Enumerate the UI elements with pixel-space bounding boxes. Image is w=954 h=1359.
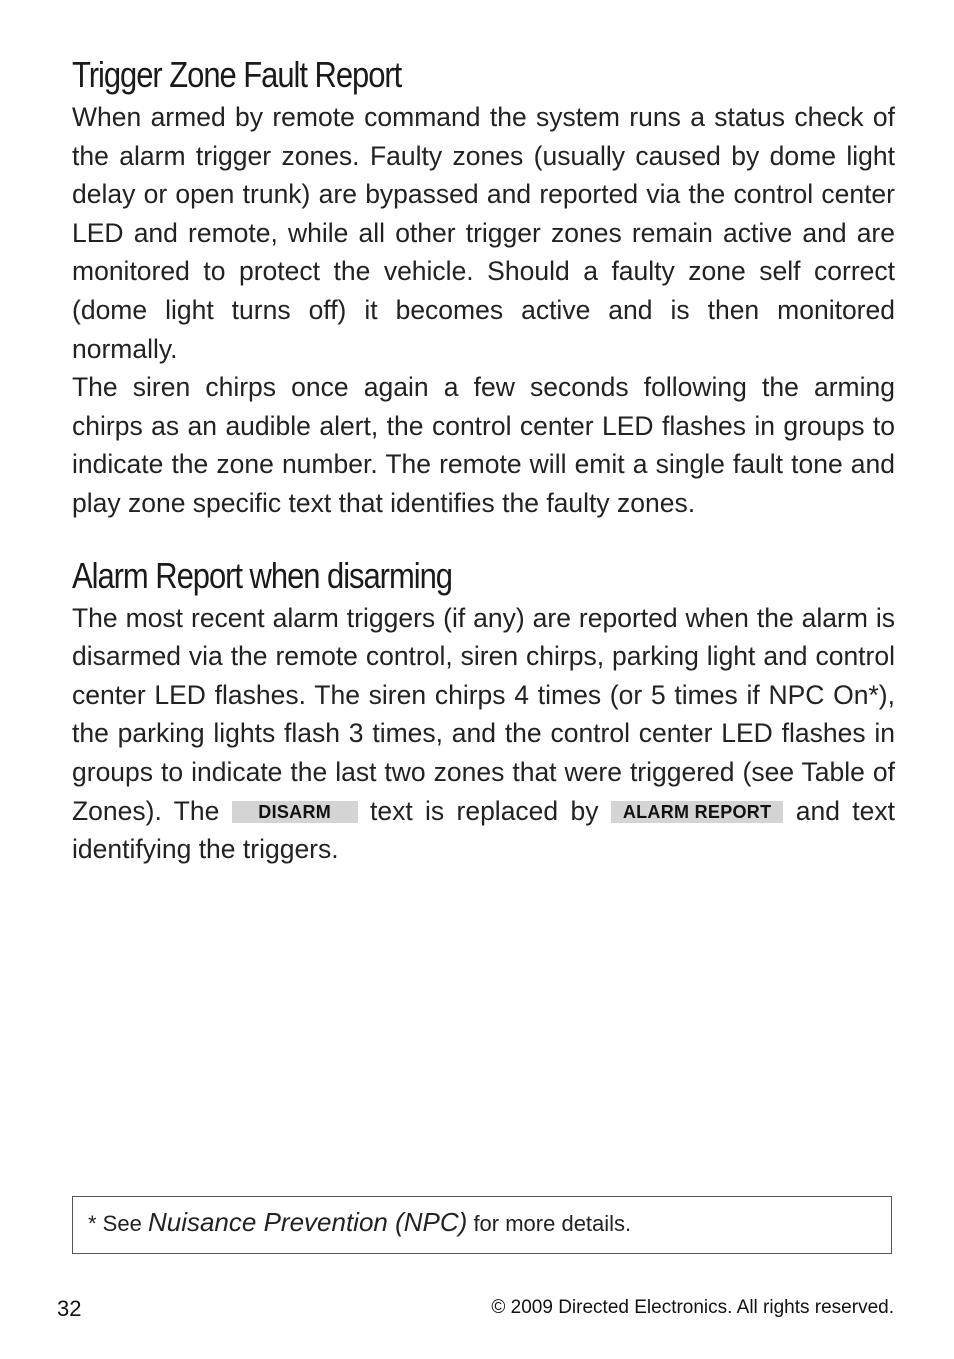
footnote-reference: Nuisance Prevention (NPC) — [147, 1207, 468, 1237]
disarm-display-label: DISARM — [232, 801, 358, 823]
copyright-notice: © 2009 Directed Electronics. All rights reserved. — [491, 1297, 894, 1318]
section-heading: Trigger Zone Fault Report — [72, 54, 402, 95]
page-content — [72, 52, 895, 869]
footnote-text — [88, 1206, 631, 1240]
footnote-prefix: * See — [88, 1211, 142, 1236]
body-paragraph: When armed by remote command the system runs a status check of the alarm trigger zones. Faulty zones (usually caused by dome light delay or open trunk) are bypassed and reported via the control center LED and remote, while all other trigger zones remain active and are monitored to protect the vehicle. Should a faulty zone self correct (dome light turns off) it becomes active and is then monitored normally. — [72, 102, 895, 364]
body-paragraph: The siren chirps once again a few seconds following the arming chirps as an audible alert, the control center LED flashes in groups to indicate the zone number. The remote will emit a single fault tone and play zone specific text that identifies the faulty zones. — [72, 372, 895, 518]
page-number: 32 — [57, 1296, 82, 1321]
alarm-report-display-label: ALARM REPORT — [611, 801, 784, 823]
footnote-suffix: for more details. — [473, 1211, 632, 1236]
paragraph-text: The most recent alarm triggers (if any) are reported when the alarm is disarmed via the remote control, siren chirps, parking light and control center LED flashes. The siren chirps 4 times (or 5 times if NPC On*), the parking lights flash 3 times, and the control center LED flashes in groups to indicate the last two zones that were triggered (see Table of Zones). The — [72, 602, 895, 826]
paragraph-text: text is replaced by — [370, 795, 599, 826]
trigger-zone-fault-report-section — [72, 52, 895, 523]
section-heading: Alarm Report when disarming — [72, 554, 452, 596]
footnote-box — [72, 1196, 892, 1254]
alarm-report-section — [72, 553, 895, 869]
body-paragraph — [72, 599, 895, 869]
paragraph-text: and text identifying the triggers. — [72, 795, 895, 865]
